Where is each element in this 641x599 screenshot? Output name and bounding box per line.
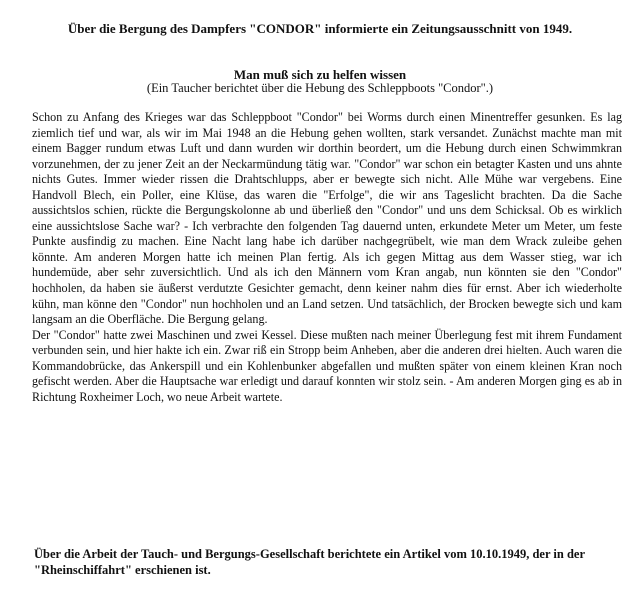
article-subtitle: (Ein Taucher berichtet über die Hebung des Schleppboots "Condor".) <box>146 81 494 95</box>
document-heading: Über die Bergung des Dampfers "CONDOR" informierte ein Zeitungsausschnitt von 1949. <box>67 21 573 36</box>
footer-note: Über die Arbeit der Tauch- und Bergungs-Gesellschaft berichtete ein Artikel vom 10.10.1949, der in der "Rheinschiffahrt" erschienen ist. <box>34 547 585 577</box>
article-title: Man muß sich zu helfen wissen <box>233 67 407 82</box>
article-paragraph-2: Der "Condor" hatte zwei Maschinen und zwei Kessel. Diese mußten nach meiner Überlegung fest mit ihrem Fundament verbunden sein, und hier hakte ich ein. Zwar riß ein Stropp beim Anheben, aber die anderen drei hielten. Auch waren die Kommandobrücke, das Ankerspill und ein Kohlenbunker abgefallen und mußten später von einem kleinen Kran noch gefischt werden. Aber die Hauptsache war erledigt und darauf konnten wir stolz sein. - Am anderen Morgen ging es ab in Richtung Roxheimer Loch, wo neue Arbeit wartete. <box>32 327 622 404</box>
article-body <box>32 110 622 405</box>
article-paragraph-1: Schon zu Anfang des Krieges war das Schleppboot "Condor" bei Worms durch einen Minentreffer gesunken. Es lag ziemlich tief und war, als wir im Mai 1948 an die Hebung gehen wollten, stark versandet. Zunächst machte man mit einem Bagger rundum etwas Luft und dann wurden wir dorthin beordert, um die Hebung durch einen Schwimmkran vorzunehmen, der zu jener Zeit an der Neckarmündung tätig war. "Condor" war schon ein betagter Kasten und uns ahnte nichts Gutes. Immer wieder rissen die Drahtschlupps, aber er bewegte sich nicht. Alle Mühe war vergebens. Eine Handvoll Blech, ein Poller, eine Klüse, das waren die "Erfolge", die wir ans Tageslicht brachten. Da die Sache aussichtslos schien, rückte die Bergungskolonne ab und überließ den "Condor" und uns dem Schicksal. Ob es wirklich eine aussichtslose Sache war? - Ich verbrachte den folgenden Tag dauernd unten, erkundete Meter um Meter, um feste Punkte ausfindig zu machen. Eine Nacht lang habe ich darüber nachgegrübelt, wie man dem Wrack zuleibe gehen könnte. Am anderen Morgen hatte ich meinen Plan fertig. Als ich gegen Mittag aus dem Wasser stieg, war ich hundemüde, aber sehr zuversichtlich. Und als ich den Männern vom Kran angab, nun könnten sie den "Condor" hochholen, da haben sie äußerst verdutzte Gesichter gemacht, denn keiner nahm dies für ernst. Aber ich wiederholte kühn, man könne den "Condor" nun hochholen und an Land setzen. Und tatsächlich, der Brocken bewegte sich und kam langsam an die Oberfläche. Die Bergung gelang. <box>32 110 622 327</box>
